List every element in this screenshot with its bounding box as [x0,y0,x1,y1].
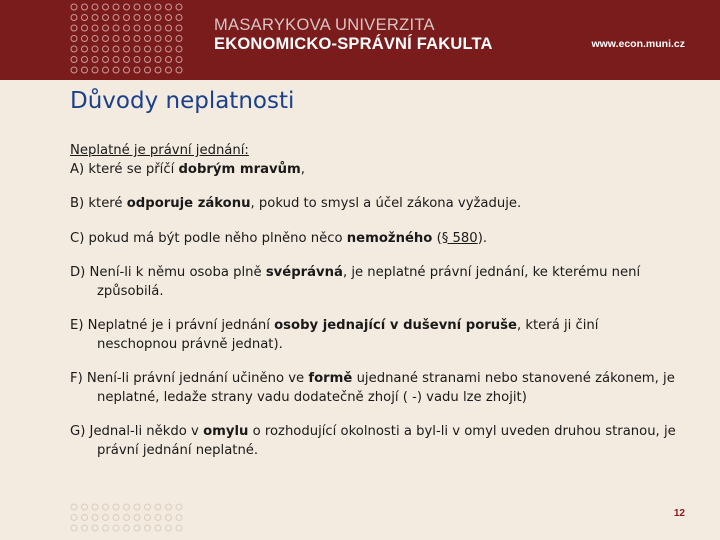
list-item-e: E) Neplatné je i právní jednání osoby jednající v duševní poruše, která ji činí neschopnou právně jednat). [70,318,599,352]
logo-dot [145,57,151,63]
logo-dot [82,36,88,42]
logo-dot [92,515,98,521]
logo-dot [103,57,109,63]
logo-dot [166,46,172,52]
logo-dot [134,36,140,42]
logo-dot [103,36,109,42]
footer-logo-dots [70,502,190,538]
logo-dot [82,4,88,10]
law-reference-link[interactable]: § 580 [441,230,478,246]
logo-dot [155,15,161,21]
logo-dot [166,25,172,31]
logo-dot [124,4,130,10]
list-item-f: F) Není-li právní jednání učiněno ve formě ujednané stranami nebo stanovené zákonem, je neplatné, ledaže strany vadu dodatečně zhojí ( -) vadu lze zhojit) [70,371,675,405]
logo-dot [103,515,109,521]
logo-dot [113,46,119,52]
page-number: 12 [673,508,685,519]
logo-dot [92,25,98,31]
logo-dot [113,36,119,42]
logo-dot [155,57,161,63]
logo-dot [134,4,140,10]
logo-dot [145,4,151,10]
header-bar [0,0,720,80]
logo-dot [113,25,119,31]
logo-dot [113,515,119,521]
logo-dot [124,36,130,42]
logo-dot [103,504,109,510]
logo-dot [113,15,119,21]
logo-dot [155,504,161,510]
logo-dot [166,67,172,73]
logo-dot [176,525,182,531]
logo-dot [82,67,88,73]
logo-dot [71,4,77,10]
logo-dot [176,57,182,63]
logo-dot [82,525,88,531]
logo-dot [124,46,130,52]
logo-dot [71,15,77,21]
logo-dot [71,46,77,52]
university-name: MASARYKOVA UNIVERZITA [214,16,435,34]
logo-dot [71,525,77,531]
logo-dot [155,25,161,31]
logo-dot [124,525,130,531]
logo-dot [176,504,182,510]
logo-dot [113,525,119,531]
university-logo-dots [70,2,190,78]
logo-dot [176,4,182,10]
logo-dot [145,515,151,521]
logo-dot [71,36,77,42]
logo-dot [155,515,161,521]
logo-dot [92,4,98,10]
logo-dot [155,67,161,73]
logo-dot [145,25,151,31]
logo-dot [103,67,109,73]
logo-dot [113,4,119,10]
logo-dot [82,57,88,63]
logo-dot [124,25,130,31]
logo-dot [166,36,172,42]
logo-dot [166,515,172,521]
slide-title: Důvody neplatnosti [70,88,295,114]
website-url[interactable]: www.econ.muni.cz [591,38,685,50]
slide-content [70,142,680,460]
list-item-b: B) které odporuje zákonu, pokud to smysl a účel zákona vyžaduje. [70,196,522,211]
list-item-c: C) pokud má být podle něho plněno něco nemožného (§ 580). [70,230,488,246]
intro-text: Neplatné je právní jednání: [70,143,249,158]
logo-dot [71,25,77,31]
logo-dot [92,15,98,21]
logo-dot [92,46,98,52]
logo-dot [145,36,151,42]
logo-dot [92,67,98,73]
logo-dot [155,46,161,52]
logo-dot [113,67,119,73]
logo-dot [145,525,151,531]
logo-dot [103,46,109,52]
logo-dot [71,67,77,73]
logo-dot [113,57,119,63]
logo-dot [176,67,182,73]
logo-dot [92,57,98,63]
logo-dot [124,15,130,21]
logo-dot [103,25,109,31]
logo-dot [124,504,130,510]
logo-dot [82,46,88,52]
logo-dot [124,67,130,73]
logo-dot [166,4,172,10]
logo-dot [176,25,182,31]
logo-dot [92,504,98,510]
logo-dot [103,525,109,531]
logo-dot [176,46,182,52]
logo-dot [82,504,88,510]
logo-dot [134,67,140,73]
list-item-a: A) které se příčí dobrým mravům, [70,161,305,177]
logo-dot [103,4,109,10]
logo-dot [103,15,109,21]
logo-dot [92,525,98,531]
logo-dot [92,36,98,42]
logo-dot [134,515,140,521]
faculty-name: EKONOMICKO-SPRÁVNÍ FAKULTA [214,35,493,53]
logo-dot [71,504,77,510]
logo-dot [166,525,172,531]
logo-dot [71,515,77,521]
logo-dot [145,504,151,510]
logo-dot [145,15,151,21]
logo-dot [145,46,151,52]
logo-dot [176,36,182,42]
logo-dot [166,15,172,21]
logo-dot [134,15,140,21]
logo-dot [155,4,161,10]
logo-dot [134,46,140,52]
logo-dot [166,504,172,510]
logo-dot [113,504,119,510]
logo-dot [134,504,140,510]
logo-dot [124,57,130,63]
logo-dot [155,36,161,42]
list-item-d: D) Není-li k němu osoba plně svéprávná, je neplatné právní jednání, ke kterému není způsobilá. [70,265,641,299]
logo-dot [82,15,88,21]
logo-dot [134,25,140,31]
logo-dot [155,525,161,531]
logo-dot [82,25,88,31]
logo-dot [145,67,151,73]
logo-dot [134,57,140,63]
logo-dot [124,515,130,521]
logo-dot [176,515,182,521]
logo-dot [166,57,172,63]
list-item-g: G) Jednal-li někdo v omylu o rozhodující okolnosti a byl-li v omyl uveden druhou stranou, je právní jednání neplatné. [70,424,676,458]
logo-dot [134,525,140,531]
logo-dot [176,15,182,21]
logo-dot [82,515,88,521]
logo-dot [71,57,77,63]
